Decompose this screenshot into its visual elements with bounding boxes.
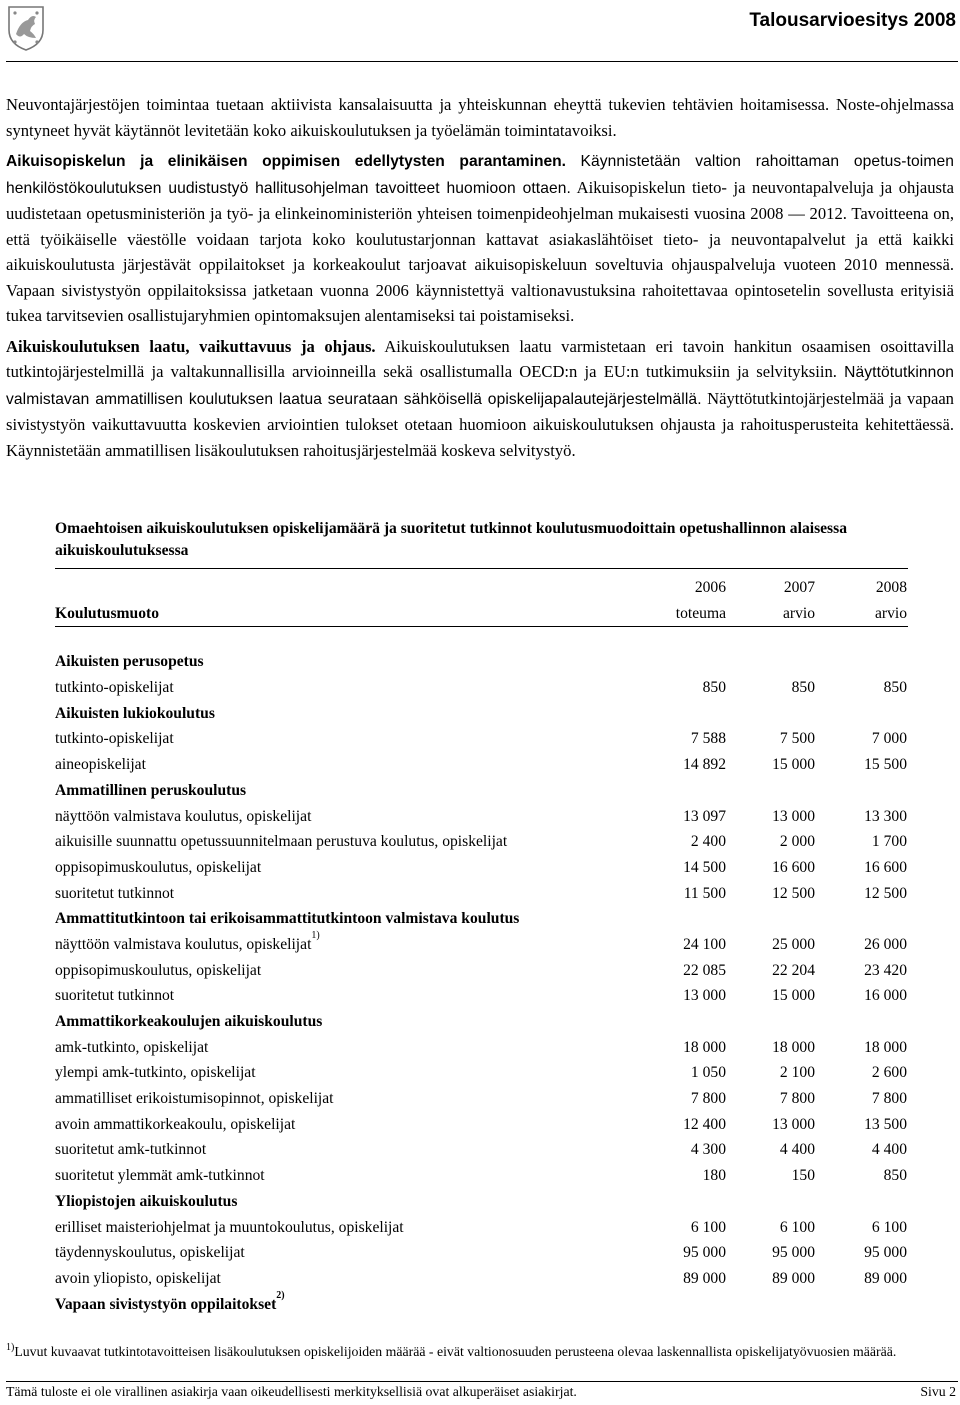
value-2008: 26 000 — [864, 935, 907, 953]
kind-2006: toteuma — [675, 604, 726, 622]
table-row — [55, 958, 908, 984]
value-2006: 14 892 — [683, 756, 726, 774]
value-2006: 18 000 — [683, 1038, 726, 1056]
value-2008: 850 — [883, 679, 907, 697]
value-2006: 850 — [702, 679, 726, 697]
paragraph-3-heading: Aikuiskoulutuksen laatu, vaikuttavuus ja ohjaus. — [6, 336, 376, 356]
page-header — [0, 0, 960, 60]
value-2007: 7 500 — [779, 730, 815, 748]
row-label: erilliset maisteriohjelmat ja muuntokoulutus, opiskelijat — [55, 1218, 404, 1236]
coat-of-arms-icon — [6, 4, 46, 52]
table-row — [55, 881, 908, 907]
table-group-row — [55, 778, 908, 804]
year-2008: 2008 — [875, 579, 907, 596]
row-label: oppisopimuskoulutus, opiskelijat — [55, 858, 262, 876]
value-2007: 95 000 — [772, 1244, 815, 1262]
table-row — [55, 1240, 908, 1266]
row-label: suoritetut ylemmät amk-tutkinnot — [55, 1167, 265, 1185]
value-2007: 7 800 — [779, 1090, 815, 1108]
value-2008: 16 000 — [864, 987, 907, 1005]
table-row — [55, 1086, 908, 1112]
value-2008: 23 420 — [864, 961, 907, 979]
row-label: avoin yliopisto, opiskelijat — [55, 1269, 221, 1287]
value-2006: 1 050 — [690, 1064, 726, 1082]
value-2008: 850 — [883, 1167, 907, 1185]
table-row — [55, 829, 908, 855]
value-2008: 7 000 — [871, 730, 907, 748]
value-2006: 89 000 — [683, 1269, 726, 1287]
paragraph-3-sans: Näyttötutkinnon valmistavan ammatillisen koulutuksen laatua seurataan sähköisellä opiskelijapalautejärjestelmällä. — [6, 364, 954, 408]
table-group-row — [55, 1009, 908, 1035]
value-2008: 6 100 — [871, 1218, 907, 1236]
kind-2008: arvio — [874, 604, 907, 622]
table-row — [55, 1060, 908, 1086]
value-2006: 13 000 — [683, 987, 726, 1005]
paragraph-1: Neuvontajärjestöjen toimintaa tuetaan aktiivista kansalaisuutta ja yhteiskunnan eheyttä tukevien tehtävien hoitamisessa. Noste-ohjelmassa syntyneet hyvät käytännöt levitetään koko aikuiskoulutuksen ja työelämän toimintatavoiksi. — [6, 95, 954, 140]
value-2008: 4 400 — [871, 1141, 907, 1159]
group-label: Ammattikorkeakoulujen aikuiskoulutus — [55, 1013, 323, 1030]
value-2006: 11 500 — [683, 884, 726, 902]
table-year-row — [55, 575, 908, 601]
group-label: Aikuisten perusopetus — [55, 653, 204, 671]
row-label: suoritetut tutkinnot — [55, 884, 175, 902]
table-row — [55, 929, 908, 958]
column-label: Koulutusmuoto — [55, 604, 159, 622]
value-2008: 12 500 — [864, 884, 907, 902]
row-label: näyttöön valmistava koulutus, opiskelijat — [55, 935, 312, 953]
row-label: näyttöön valmistava koulutus, opiskelijat — [55, 807, 312, 825]
value-2007: 15 000 — [772, 987, 815, 1005]
table-title: Omaehtoisen aikuiskoulutuksen opiskelijamäärä ja suoritetut tutkinnot koulutusmuodoittain opetushallinnon alaisessa aikuiskoulutuksessa — [55, 520, 847, 559]
row-label: ylempi amk-tutkinto, opiskelijat — [55, 1064, 256, 1082]
table-row — [55, 1035, 908, 1061]
row-label: tutkinto-opiskelijat — [55, 730, 174, 748]
header-divider — [6, 61, 958, 62]
table-row — [55, 983, 908, 1009]
value-2006: 24 100 — [683, 935, 726, 953]
value-2007: 2 000 — [779, 833, 815, 851]
page-number: Sivu 2 — [920, 1384, 956, 1399]
page-footer — [6, 1384, 956, 1400]
group-label: Vapaan sivistystyön oppilaitokset — [55, 1295, 277, 1313]
value-2008: 89 000 — [864, 1269, 907, 1287]
value-2008: 7 800 — [871, 1090, 907, 1108]
value-2008: 1 700 — [871, 833, 907, 851]
value-2006: 4 300 — [690, 1141, 726, 1159]
table-row — [55, 1266, 908, 1292]
table-body — [55, 649, 908, 1317]
paragraph-3-text2: Näyttötutkintojärjestelmää ja vapaan sivistystyön vaikuttavuutta koskevien arviointien tulokset otetaan huomioon aikuiskoulutuksen ohjausta ja rahoitusperusteita kehitettäessä. Käynnistetään ammatillisen lisäkoulutuksen rahoitusjärjestelmää koskeva selvitystyö. — [6, 388, 954, 460]
paragraph-2 — [6, 148, 954, 329]
table-row — [55, 1137, 908, 1163]
value-2007: 15 000 — [772, 756, 815, 774]
table-group-row — [55, 1289, 908, 1318]
row-label: suoritetut amk-tutkinnot — [55, 1141, 207, 1159]
paragraph-2-lead: Käynnistetään valtion rahoittaman opetus-toimen henkilöstökoulutuksen uudistustyö hallitusohjelman tavoitteet huomioon ottaen. — [6, 153, 954, 197]
value-2008: 13 300 — [864, 807, 907, 825]
value-2007: 12 500 — [772, 884, 815, 902]
document-title: Talousarvioesitys 2008 — [749, 10, 956, 31]
group-label: Ammattitutkintoon tai erikoisammattitutkintoon valmistava koulutus — [55, 910, 520, 928]
value-2007: 13 000 — [772, 807, 815, 825]
value-2007: 16 600 — [772, 858, 815, 876]
row-footnote-mark: 1) — [311, 929, 320, 941]
value-2008: 13 500 — [864, 1115, 907, 1133]
year-2007: 2007 — [783, 579, 815, 596]
row-label: oppisopimuskoulutus, opiskelijat — [55, 961, 262, 979]
value-2006: 95 000 — [683, 1244, 726, 1262]
paragraph-2-heading: Aikuisopiskelun ja elinikäisen oppimisen edellytysten parantaminen. — [6, 153, 567, 170]
value-2007: 4 400 — [779, 1141, 815, 1159]
row-label: amk-tutkinto, opiskelijat — [55, 1038, 209, 1056]
table-group-row — [55, 1189, 908, 1215]
value-2006: 7 800 — [690, 1090, 726, 1108]
kind-2007: arvio — [782, 604, 815, 622]
statistics-table — [55, 518, 908, 1317]
value-2008: 15 500 — [864, 756, 907, 774]
row-label-wrap — [55, 1289, 285, 1318]
value-2006: 180 — [702, 1167, 726, 1185]
group-label: Aikuisten lukiokoulutus — [55, 704, 215, 722]
value-2007: 13 000 — [772, 1115, 815, 1133]
value-2007: 25 000 — [772, 935, 815, 953]
row-label: tutkinto-opiskelijat — [55, 679, 174, 697]
value-2006: 6 100 — [690, 1218, 726, 1236]
table-row — [55, 1215, 908, 1241]
value-2006: 13 097 — [683, 807, 726, 825]
row-label: aineopiskelijat — [55, 756, 146, 774]
row-label: suoritetut tutkinnot — [55, 987, 175, 1005]
table-row — [55, 675, 908, 701]
paragraph-2-text: Aikuisopiskelun tieto- ja neuvontapalveluja ja ohjausta uudistetaan opetusministeriön ja työ- ja elinkeinoministeriön yhteisen toimenpideohjelman mukaisesti vuosina 2008 — 2012. Tavoitteena on, että työikäiselle väestölle voidaan tarjota koko koulutustarjonnan kattavat asiakaslähtöiset tieto- ja neuvontapalvelut ja että kaikki aikuiskoulutusta järjestävät oppilaitokset ja korkeakoulut tarjoavat aikuisopiskeluun soveltuvia ohjauspalveluja vuoteen 2010 mennessä. Vapaan sivistystyön oppilaitoksissa jatketaan vuonna 2006 käynnistettyä valtionavustuksina rahoitettavaa opintosetelin sovellusta erityisiä tukea tarvitsevien osallistujaryhmien opintomaksujen alentamiseksi tai poistamiseksi. — [6, 177, 954, 325]
table-row — [55, 1112, 908, 1138]
row-label: täydennyskoulutus, opiskelijat — [55, 1244, 245, 1262]
value-2008: 2 600 — [871, 1064, 907, 1082]
value-2007: 150 — [791, 1167, 815, 1185]
value-2006: 2 400 — [690, 833, 726, 851]
footnote-text: Luvut kuvaavat tutkintotavoitteisen lisäkoulutuksen opiskelijoiden määrää - eivät valtionosuuden perusteena olevaa laskennallista opiskelijatyövuosien määrää. — [14, 1344, 897, 1359]
paragraph-3-text: Aikuiskoulutuksen laatu varmistetaan eri tavoin hankitun osaamisen osoittavilla tutkintojärjestelmillä ja valtakunnallisilla arvioinneilla sekä osallistumalla OECD:n ja EU:n tutkimuksiin ja selvityksiin. — [6, 336, 954, 381]
row-label-wrap — [55, 929, 320, 958]
table-group-row — [55, 649, 908, 675]
group-label: Yliopistojen aikuiskoulutus — [55, 1192, 238, 1210]
row-footnote-mark: 2) — [276, 1289, 285, 1301]
value-2007: 6 100 — [779, 1218, 815, 1236]
table-header-row — [55, 601, 908, 627]
value-2006: 22 085 — [683, 961, 726, 979]
footer-divider — [6, 1381, 958, 1382]
value-2008: 18 000 — [864, 1038, 907, 1056]
footer-notice: Tämä tuloste ei ole virallinen asiakirja vaan oikeudellisesti merkityksellisiä ovat alkuperäiset asiakirjat. — [6, 1384, 577, 1399]
year-2006: 2006 — [694, 579, 726, 596]
footnote — [6, 1344, 896, 1360]
table-row — [55, 804, 908, 830]
body-text — [6, 92, 954, 463]
value-2007: 18 000 — [772, 1038, 815, 1056]
value-2007: 850 — [791, 679, 815, 697]
value-2007: 89 000 — [772, 1269, 815, 1287]
value-2008: 95 000 — [864, 1244, 907, 1262]
row-label: aikuisille suunnattu opetussuunnitelmaan perustuva koulutus, opiskelijat — [55, 833, 508, 851]
value-2008: 16 600 — [864, 858, 907, 876]
table-row — [55, 726, 908, 752]
footnote-mark: 1) — [6, 1342, 15, 1353]
value-2006: 7 588 — [690, 730, 726, 748]
value-2007: 2 100 — [779, 1064, 815, 1082]
group-label: Ammatillinen peruskoulutus — [55, 781, 247, 799]
table-group-row — [55, 906, 908, 932]
table-group-row — [55, 701, 908, 727]
table-row — [55, 1163, 908, 1189]
table-row — [55, 752, 908, 778]
row-label: avoin ammattikorkeakoulu, opiskelijat — [55, 1115, 296, 1133]
value-2006: 12 400 — [683, 1115, 726, 1133]
table-row — [55, 855, 908, 881]
value-2006: 14 500 — [683, 858, 726, 876]
row-label: ammatilliset erikoistumisopinnot, opiskelijat — [55, 1090, 334, 1108]
paragraph-3 — [6, 334, 954, 464]
value-2007: 22 204 — [772, 961, 815, 979]
